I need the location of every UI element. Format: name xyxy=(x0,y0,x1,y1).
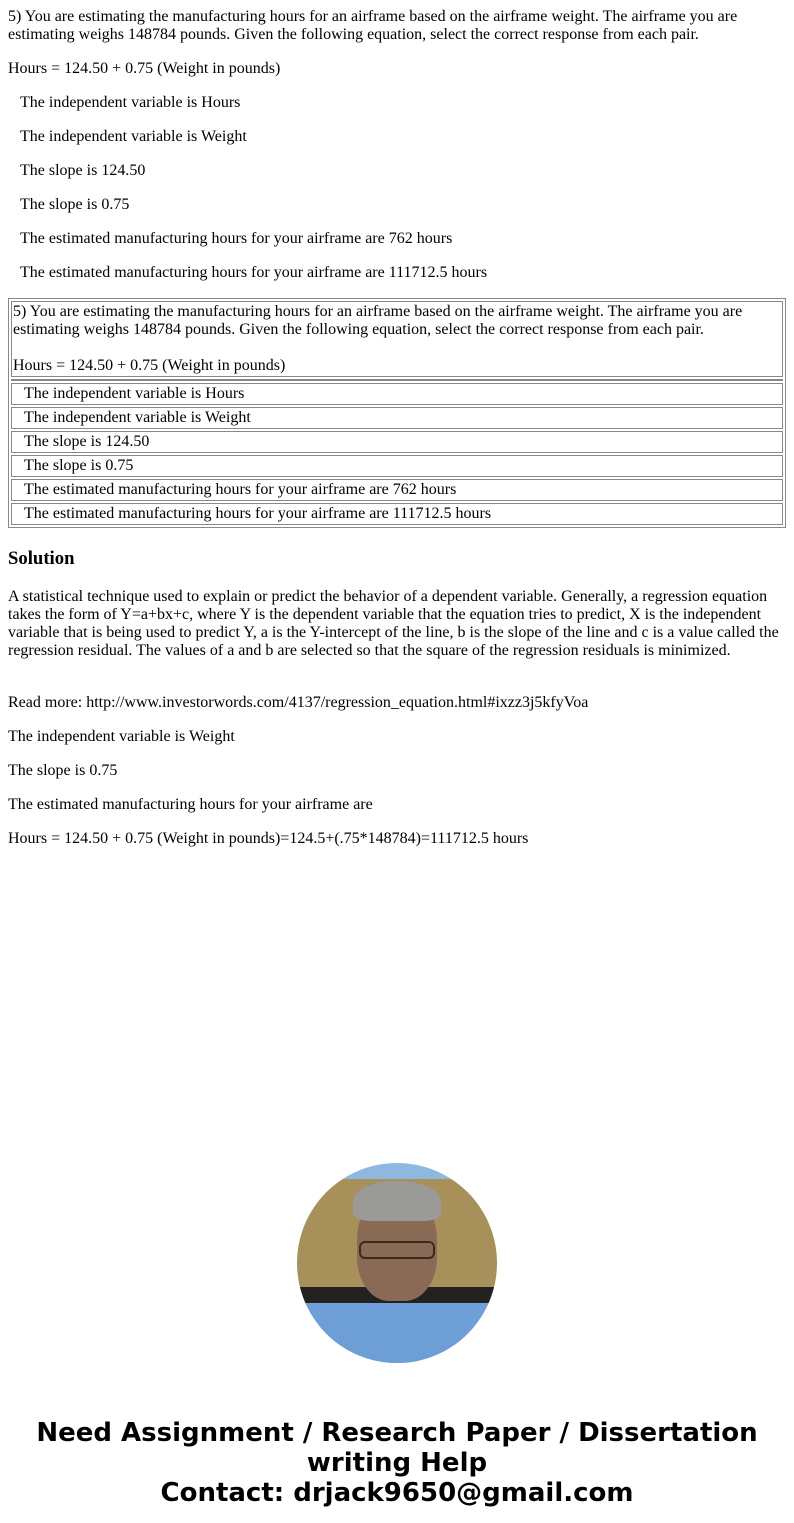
option-cell-1: The independent variable is Hours xyxy=(11,383,783,405)
option-cell-6: The estimated manufacturing hours for your airframe are 111712.5 hours xyxy=(11,503,783,525)
question-table xyxy=(8,298,786,528)
option-2: The independent variable is Weight xyxy=(20,128,247,145)
answer-1: The independent variable is Weight xyxy=(8,728,235,745)
footer-banner xyxy=(8,1418,786,1508)
option-5: The estimated manufacturing hours for your airframe are 762 hours xyxy=(20,230,453,247)
option-6: The estimated manufacturing hours for your airframe are 111712.5 hours xyxy=(20,264,488,281)
solution-definition: A statistical technique used to explain or predict the behavior of a dependent variable. Generally, a regression equation takes the form of Y=a+bx+c, where Y is the dependent variable that the equation tries to predict, X is the independent variable that is being used to predict Y, a is the Y-intercept of the line, b is the slope of the line and c is a value called the regression residual. The values of a and b are selected so that the square of the regression residuals is minimized. xyxy=(8,588,779,659)
answer-4: Hours = 124.50 + 0.75 (Weight in pounds)=124.5+(.75*148784)=111712.5 hours xyxy=(8,830,529,847)
question-cell xyxy=(11,301,783,377)
footer-line-2: Contact: drjack9650@gmail.com xyxy=(160,1478,634,1508)
question-cell-equation: Hours = 124.50 + 0.75 (Weight in pounds) xyxy=(13,357,286,374)
answer-2: The slope is 0.75 xyxy=(8,762,118,779)
question-equation: Hours = 124.50 + 0.75 (Weight in pounds) xyxy=(8,60,281,77)
separator-cell xyxy=(11,379,783,381)
option-1: The independent variable is Hours xyxy=(20,94,241,111)
answer-3: The estimated manufacturing hours for your airframe are xyxy=(8,796,373,813)
option-cell-2: The independent variable is Weight xyxy=(11,407,783,429)
option-cell-3: The slope is 124.50 xyxy=(11,431,783,453)
question-text: 5) You are estimating the manufacturing hours for an airframe based on the airframe weight. The airframe you are estimating weighs 148784 pounds. Given the following equation, select the correct response from each pair. xyxy=(8,8,738,43)
option-4: The slope is 0.75 xyxy=(20,196,130,213)
option-cell-5: The estimated manufacturing hours for your airframe are 762 hours xyxy=(11,479,783,501)
avatar-container xyxy=(8,1163,786,1368)
avatar xyxy=(297,1163,497,1363)
read-more-link: Read more: http://www.investorwords.com/4137/regression_equation.html#ixzz3j5kfyVoa xyxy=(8,694,589,711)
question-cell-text: 5) You are estimating the manufacturing hours for an airframe based on the airframe weight. The airframe you are estimating weighs 148784 pounds. Given the following equation, select the correct response from each pair. xyxy=(13,303,743,338)
option-cell-4: The slope is 0.75 xyxy=(11,455,783,477)
option-3: The slope is 124.50 xyxy=(20,162,146,179)
solution-heading: Solution xyxy=(8,548,75,569)
footer-line-1: Need Assignment / Research Paper / Dissertation writing Help xyxy=(36,1418,758,1478)
